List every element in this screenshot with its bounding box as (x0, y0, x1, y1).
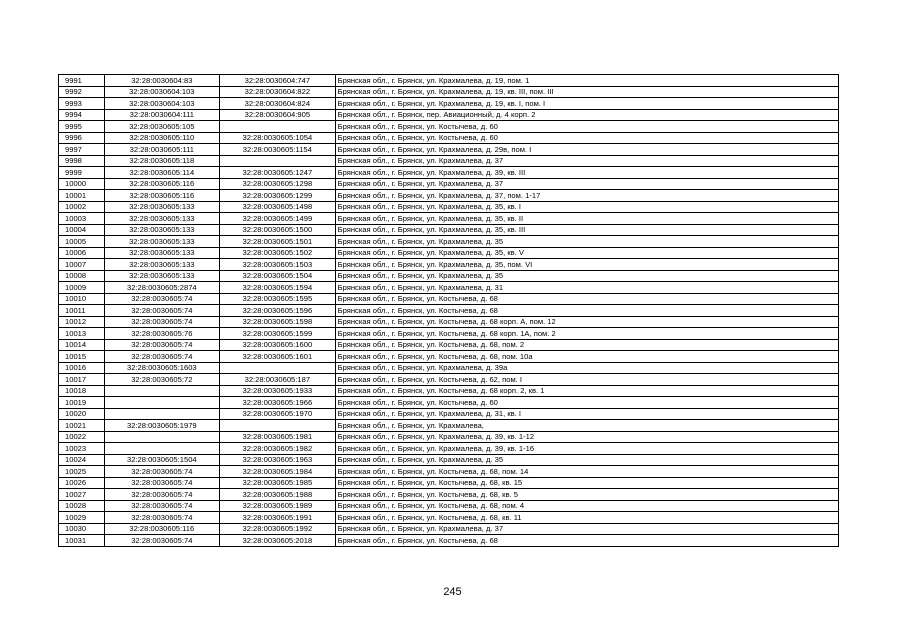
address-cell: Брянская обл., г. Брянск, ул. Костычева, д. 68 корп. 1А, пом. 2 (335, 328, 838, 340)
cadastral-number-cell: 32:28:0030605:1504 (220, 270, 336, 282)
table-row (59, 512, 839, 524)
cadastral-quarter-cell: 32:28:0030605:133 (104, 213, 220, 225)
row-number-cell: 10020 (59, 408, 105, 420)
address-cell: Брянская обл., г. Брянск, ул. Крахмалева, д. 37 (335, 155, 838, 167)
table-row (59, 259, 839, 271)
address-cell: Брянская обл., г. Брянск, ул. Костычева, д. 68, пом. 14 (335, 466, 838, 478)
cadastral-quarter-cell: 32:28:0030605:2874 (104, 282, 220, 294)
row-number-cell: 9998 (59, 155, 105, 167)
address-cell: Брянская обл., г. Брянск, ул. Костычева, д. 68, кв. 15 (335, 477, 838, 489)
address-cell: Брянская обл., г. Брянск, ул. Костычева, д. 68 (335, 535, 838, 547)
row-number-cell: 9992 (59, 86, 105, 98)
cadastral-quarter-cell: 32:28:0030605:133 (104, 224, 220, 236)
row-number-cell: 9994 (59, 109, 105, 121)
table-row (59, 408, 839, 420)
row-number-cell: 9996 (59, 132, 105, 144)
table-row (59, 155, 839, 167)
cadastral-quarter-cell: 32:28:0030605:74 (104, 500, 220, 512)
table-row (59, 270, 839, 282)
cadastral-quarter-cell: 32:28:0030605:74 (104, 477, 220, 489)
table-row (59, 121, 839, 133)
row-number-cell: 10005 (59, 236, 105, 248)
cadastral-number-cell: 32:28:0030605:1501 (220, 236, 336, 248)
address-cell: Брянская обл., г. Брянск, ул. Костычева, д. 68 (335, 305, 838, 317)
cadastral-quarter-cell: 32:28:0030605:74 (104, 512, 220, 524)
address-cell: Брянская обл., г. Брянск, пер. Авиационный, д. 4 корп. 2 (335, 109, 838, 121)
cadastral-number-cell: 32:28:0030605:1989 (220, 500, 336, 512)
table-row (59, 201, 839, 213)
address-cell: Брянская обл., г. Брянск, ул. Костычева, д. 62, пом. I (335, 374, 838, 386)
cadastral-quarter-cell: 32:28:0030605:111 (104, 144, 220, 156)
row-number-cell: 10004 (59, 224, 105, 236)
row-number-cell: 10008 (59, 270, 105, 282)
address-cell: Брянская обл., г. Брянск, ул. Крахмалева, д. 31, кв. I (335, 408, 838, 420)
table-row (59, 374, 839, 386)
address-cell: Брянская обл., г. Брянск, ул. Крахмалева, д. 37, пом. 1-17 (335, 190, 838, 202)
cadastral-number-cell: 32:28:0030605:187 (220, 374, 336, 386)
cadastral-number-cell: 32:28:0030605:1970 (220, 408, 336, 420)
table-row (59, 385, 839, 397)
cadastral-number-cell: 32:28:0030605:1601 (220, 351, 336, 363)
row-number-cell: 10028 (59, 500, 105, 512)
row-number-cell: 10019 (59, 397, 105, 409)
cadastral-number-cell: 32:28:0030605:1596 (220, 305, 336, 317)
cadastral-number-cell: 32:28:0030605:1599 (220, 328, 336, 340)
row-number-cell: 10021 (59, 420, 105, 432)
row-number-cell: 10016 (59, 362, 105, 374)
cadastral-number-cell: 32:28:0030605:1600 (220, 339, 336, 351)
cadastral-quarter-cell: 32:28:0030604:111 (104, 109, 220, 121)
cadastral-number-cell: 32:28:0030605:1992 (220, 523, 336, 535)
cadastral-quarter-cell: 32:28:0030605:74 (104, 305, 220, 317)
cadastral-quarter-cell: 32:28:0030605:133 (104, 270, 220, 282)
cadastral-number-cell: 32:28:0030605:1503 (220, 259, 336, 271)
address-cell: Брянская обл., г. Брянск, ул. Крахмалева, д. 19, пом. 1 (335, 75, 838, 87)
table-row (59, 339, 839, 351)
table-row (59, 477, 839, 489)
cadastral-number-cell (220, 155, 336, 167)
row-number-cell: 10023 (59, 443, 105, 455)
cadastral-number-cell: 32:28:0030605:1966 (220, 397, 336, 409)
row-number-cell: 10030 (59, 523, 105, 535)
cadastral-number-cell: 32:28:0030605:1502 (220, 247, 336, 259)
cadastral-quarter-cell: 32:28:0030605:133 (104, 236, 220, 248)
table-row (59, 109, 839, 121)
cadastral-quarter-cell (104, 431, 220, 443)
address-cell: Брянская обл., г. Брянск, ул. Крахмалева, д. 19, кв. III, пом. III (335, 86, 838, 98)
row-number-cell: 10014 (59, 339, 105, 351)
address-cell: Брянская обл., г. Брянск, ул. Крахмалева, д. 39, кв. 1-16 (335, 443, 838, 455)
address-cell: Брянская обл., г. Брянск, ул. Крахмалева, д. 35 (335, 236, 838, 248)
cadastral-quarter-cell: 32:28:0030605:133 (104, 247, 220, 259)
cadastral-quarter-cell: 32:28:0030604:83 (104, 75, 220, 87)
address-cell: Брянская обл., г. Брянск, ул. Костычева, д. 68, пом. 10а (335, 351, 838, 363)
cadastral-quarter-cell: 32:28:0030605:72 (104, 374, 220, 386)
table-row (59, 224, 839, 236)
table-row (59, 293, 839, 305)
table-row (59, 236, 839, 248)
cadastral-number-cell: 32:28:0030605:1299 (220, 190, 336, 202)
address-cell: Брянская обл., г. Брянск, ул. Крахмалева, д. 35, кв. V (335, 247, 838, 259)
address-cell: Брянская обл., г. Брянск, ул. Крахмалева, (335, 420, 838, 432)
cadastral-quarter-cell: 32:28:0030605:114 (104, 167, 220, 179)
address-cell: Брянская обл., г. Брянск, ул. Крахмалева, д. 37 (335, 523, 838, 535)
cadastral-quarter-cell: 32:28:0030604:103 (104, 98, 220, 110)
address-cell: Брянская обл., г. Брянск, ул. Крахмалева, д. 35 (335, 270, 838, 282)
table-row (59, 328, 839, 340)
table-row (59, 167, 839, 179)
cadastral-quarter-cell: 32:28:0030605:133 (104, 201, 220, 213)
row-number-cell: 10015 (59, 351, 105, 363)
row-number-cell: 9993 (59, 98, 105, 110)
cadastral-quarter-cell: 32:28:0030605:116 (104, 190, 220, 202)
cadastral-number-cell: 32:28:0030605:1988 (220, 489, 336, 501)
address-cell: Брянская обл., г. Брянск, ул. Костычева, д. 68 (335, 293, 838, 305)
cadastral-quarter-cell (104, 408, 220, 420)
address-cell: Брянская обл., г. Брянск, ул. Крахмалева, д. 39, кв. 1-12 (335, 431, 838, 443)
cadastral-quarter-cell (104, 443, 220, 455)
cadastral-number-cell: 32:28:0030604:822 (220, 86, 336, 98)
cadastral-number-cell: 32:28:0030605:1598 (220, 316, 336, 328)
cadastral-number-cell: 32:28:0030605:2018 (220, 535, 336, 547)
row-number-cell: 10031 (59, 535, 105, 547)
table-row (59, 247, 839, 259)
row-number-cell: 10018 (59, 385, 105, 397)
cadastral-quarter-cell: 32:28:0030605:133 (104, 259, 220, 271)
cadastral-number-cell: 32:28:0030605:1933 (220, 385, 336, 397)
row-number-cell: 9995 (59, 121, 105, 133)
cadastral-number-cell: 32:28:0030605:1991 (220, 512, 336, 524)
table-row (59, 213, 839, 225)
address-cell: Брянская обл., г. Брянск, ул. Костычева, д. 68 корп. 2, кв. 1 (335, 385, 838, 397)
address-cell: Брянская обл., г. Брянск, ул. Крахмалева, д. 19, кв. I, пом. I (335, 98, 838, 110)
address-cell: Брянская обл., г. Брянск, ул. Крахмалева, д. 35, кв. III (335, 224, 838, 236)
table-row (59, 178, 839, 190)
cadastral-number-cell (220, 420, 336, 432)
cadastral-quarter-cell: 32:28:0030605:1979 (104, 420, 220, 432)
cadastral-quarter-cell (104, 385, 220, 397)
row-number-cell: 10013 (59, 328, 105, 340)
cadastral-number-cell (220, 121, 336, 133)
row-number-cell: 10022 (59, 431, 105, 443)
row-number-cell: 9997 (59, 144, 105, 156)
table-row (59, 397, 839, 409)
cadastral-number-cell: 32:28:0030604:905 (220, 109, 336, 121)
row-number-cell: 10011 (59, 305, 105, 317)
row-number-cell: 10017 (59, 374, 105, 386)
address-cell: Брянская обл., г. Брянск, ул. Крахмалева, д. 39, кв. III (335, 167, 838, 179)
table-row (59, 316, 839, 328)
registry-table (58, 74, 839, 547)
row-number-cell: 10029 (59, 512, 105, 524)
table-row (59, 466, 839, 478)
address-cell: Брянская обл., г. Брянск, ул. Крахмалева, д. 35, кв. I (335, 201, 838, 213)
table-row (59, 190, 839, 202)
cadastral-number-cell: 32:28:0030605:1247 (220, 167, 336, 179)
cadastral-quarter-cell: 32:28:0030605:74 (104, 339, 220, 351)
cadastral-number-cell: 32:28:0030604:747 (220, 75, 336, 87)
page-number: 245 (443, 586, 462, 598)
row-number-cell: 10002 (59, 201, 105, 213)
cadastral-number-cell: 32:28:0030605:1984 (220, 466, 336, 478)
cadastral-quarter-cell: 32:28:0030605:76 (104, 328, 220, 340)
address-cell: Брянская обл., г. Брянск, ул. Крахмалева, д. 35, кв. II (335, 213, 838, 225)
address-cell: Брянская обл., г. Брянск, ул. Костычева, д. 60 (335, 121, 838, 133)
cadastral-quarter-cell: 32:28:0030605:110 (104, 132, 220, 144)
row-number-cell: 10003 (59, 213, 105, 225)
cadastral-number-cell (220, 362, 336, 374)
table-row (59, 500, 839, 512)
table-row (59, 535, 839, 547)
table-row (59, 489, 839, 501)
table-row (59, 132, 839, 144)
table-row (59, 523, 839, 535)
address-cell: Брянская обл., г. Брянск, ул. Крахмалева, д. 31 (335, 282, 838, 294)
table-row (59, 282, 839, 294)
registry-table-body (59, 75, 839, 547)
row-number-cell: 10006 (59, 247, 105, 259)
cadastral-number-cell: 32:28:0030605:1981 (220, 431, 336, 443)
row-number-cell: 10009 (59, 282, 105, 294)
table-row (59, 362, 839, 374)
cadastral-number-cell: 32:28:0030605:1595 (220, 293, 336, 305)
row-number-cell: 10026 (59, 477, 105, 489)
address-cell: Брянская обл., г. Брянск, ул. Костычева, д. 60 (335, 397, 838, 409)
row-number-cell: 9999 (59, 167, 105, 179)
cadastral-number-cell: 32:28:0030605:1054 (220, 132, 336, 144)
row-number-cell: 10001 (59, 190, 105, 202)
address-cell: Брянская обл., г. Брянск, ул. Костычева, д. 68, пом. 4 (335, 500, 838, 512)
table-row (59, 454, 839, 466)
row-number-cell: 10000 (59, 178, 105, 190)
cadastral-quarter-cell: 32:28:0030605:74 (104, 466, 220, 478)
cadastral-quarter-cell: 32:28:0030605:74 (104, 489, 220, 501)
cadastral-quarter-cell (104, 397, 220, 409)
row-number-cell: 10024 (59, 454, 105, 466)
table-row (59, 351, 839, 363)
cadastral-quarter-cell: 32:28:0030605:74 (104, 316, 220, 328)
address-cell: Брянская обл., г. Брянск, ул. Костычева, д. 68, пом. 2 (335, 339, 838, 351)
cadastral-quarter-cell: 32:28:0030605:116 (104, 178, 220, 190)
cadastral-quarter-cell: 32:28:0030605:1504 (104, 454, 220, 466)
cadastral-number-cell: 32:28:0030605:1500 (220, 224, 336, 236)
address-cell: Брянская обл., г. Брянск, ул. Крахмалева, д. 29в, пом. I (335, 144, 838, 156)
row-number-cell: 10025 (59, 466, 105, 478)
row-number-cell: 10012 (59, 316, 105, 328)
cadastral-number-cell: 32:28:0030605:1498 (220, 201, 336, 213)
table-row (59, 75, 839, 87)
row-number-cell: 10010 (59, 293, 105, 305)
table-row (59, 305, 839, 317)
table-row (59, 443, 839, 455)
table-row (59, 431, 839, 443)
cadastral-number-cell: 32:28:0030605:1985 (220, 477, 336, 489)
cadastral-quarter-cell: 32:28:0030605:116 (104, 523, 220, 535)
table-row (59, 420, 839, 432)
address-cell: Брянская обл., г. Брянск, ул. Костычева, д. 68, кв. 5 (335, 489, 838, 501)
cadastral-quarter-cell: 32:28:0030605:105 (104, 121, 220, 133)
table-row (59, 98, 839, 110)
cadastral-quarter-cell: 32:28:0030604:103 (104, 86, 220, 98)
cadastral-quarter-cell: 32:28:0030605:1603 (104, 362, 220, 374)
address-cell: Брянская обл., г. Брянск, ул. Крахмалева, д. 37 (335, 178, 838, 190)
cadastral-number-cell: 32:28:0030605:1298 (220, 178, 336, 190)
cadastral-quarter-cell: 32:28:0030605:118 (104, 155, 220, 167)
address-cell: Брянская обл., г. Брянск, ул. Крахмалева, д. 39а (335, 362, 838, 374)
table-row (59, 86, 839, 98)
address-cell: Брянская обл., г. Брянск, ул. Костычева, д. 60 (335, 132, 838, 144)
table-row (59, 144, 839, 156)
cadastral-number-cell: 32:28:0030605:1963 (220, 454, 336, 466)
cadastral-quarter-cell: 32:28:0030605:74 (104, 351, 220, 363)
address-cell: Брянская обл., г. Брянск, ул. Костычева, д. 68 корп. А, пом. 12 (335, 316, 838, 328)
address-cell: Брянская обл., г. Брянск, ул. Костычева, д. 68, кв. 11 (335, 512, 838, 524)
cadastral-quarter-cell: 32:28:0030605:74 (104, 535, 220, 547)
address-cell: Брянская обл., г. Брянск, ул. Крахмалева, д. 35, пом. VI (335, 259, 838, 271)
cadastral-number-cell: 32:28:0030605:1154 (220, 144, 336, 156)
cadastral-quarter-cell: 32:28:0030605:74 (104, 293, 220, 305)
row-number-cell: 10027 (59, 489, 105, 501)
row-number-cell: 9991 (59, 75, 105, 87)
cadastral-number-cell: 32:28:0030604:824 (220, 98, 336, 110)
cadastral-number-cell: 32:28:0030605:1982 (220, 443, 336, 455)
cadastral-number-cell: 32:28:0030605:1499 (220, 213, 336, 225)
cadastral-number-cell: 32:28:0030605:1594 (220, 282, 336, 294)
row-number-cell: 10007 (59, 259, 105, 271)
address-cell: Брянская обл., г. Брянск, ул. Крахмалева, д. 35 (335, 454, 838, 466)
